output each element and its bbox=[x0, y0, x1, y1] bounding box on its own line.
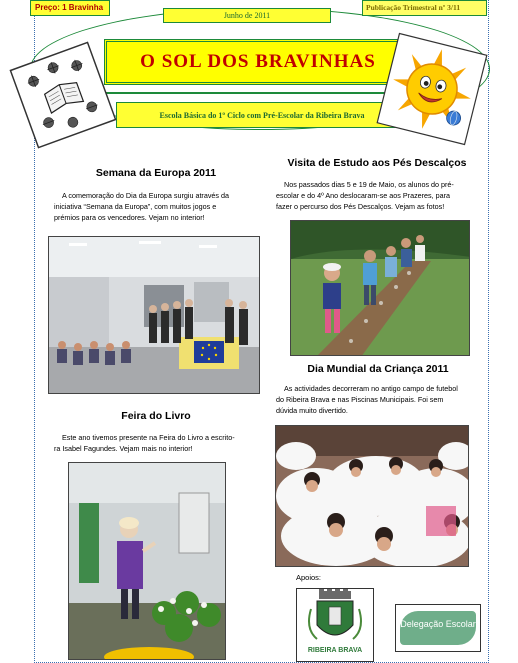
coat-of-arms-icon bbox=[296, 588, 374, 662]
delegation-name: Delegação Escolar bbox=[400, 619, 476, 629]
livro-photo bbox=[68, 462, 226, 660]
europa-line: A comemoração do Dia da Europa surgiu através da bbox=[62, 191, 230, 200]
school-name: Escola Básica do 1º Ciclo com Pré-Escolar da Ribeira Brava bbox=[116, 102, 408, 128]
visita-title: Visita de Estudo aos Pés Descalços bbox=[287, 157, 467, 169]
visita-photo bbox=[290, 220, 470, 356]
europa-title: Semana da Europa 2011 bbox=[95, 167, 217, 179]
newspaper-title: O SOL DOS BRAVINHAS bbox=[104, 39, 412, 85]
visita-line: Nos passados dias 5 e 19 de Maio, os alunos do pré- bbox=[284, 180, 454, 189]
title-rule bbox=[104, 92, 414, 94]
visita-text bbox=[276, 179, 482, 212]
europa-line: iniciativa “Semana da Europa”, com muitos jogos e bbox=[54, 202, 217, 211]
publication-label: Publicação Trimestral nº 3/11 bbox=[362, 0, 487, 16]
livro-text bbox=[54, 432, 264, 454]
europa-line: prémios para os vencedores. Vejam no interior! bbox=[54, 213, 205, 222]
livro-line: Este ano tivemos presente na Feira do Livro a escrito- bbox=[62, 433, 235, 442]
crianca-line: do Ribeira Brava e nas Piscinas Municipais. Foi sem bbox=[276, 395, 444, 404]
europa-text bbox=[54, 190, 264, 223]
crianca-text bbox=[276, 383, 482, 416]
crianca-line: As actividades decorreram no antigo campo de futebol bbox=[284, 384, 458, 393]
supports-label: Apoios: bbox=[296, 573, 322, 582]
crianca-title: Dia Mundial da Criança 2011 bbox=[307, 363, 449, 375]
delegation-logo bbox=[395, 604, 481, 652]
visita-line: escolar e do 4º Ano deslocaram-se aos Prazeres, para bbox=[276, 191, 451, 200]
livro-line: ra Isabel Fagundes. Vejam mais no interior! bbox=[54, 444, 193, 453]
livro-title: Feira do Livro bbox=[121, 410, 191, 422]
price-label: Preço: 1 Bravinha bbox=[30, 0, 110, 16]
municipality-name: RIBEIRA BRAVA bbox=[307, 647, 363, 654]
europa-photo bbox=[48, 236, 260, 394]
visita-line: fazer o percurso dos Pés Descalços. Vejam as fotos! bbox=[276, 202, 445, 211]
crianca-photo bbox=[275, 425, 469, 567]
issue-date: Junho de 2011 bbox=[163, 8, 331, 23]
crianca-line: dúvida muito divertido. bbox=[276, 406, 348, 415]
